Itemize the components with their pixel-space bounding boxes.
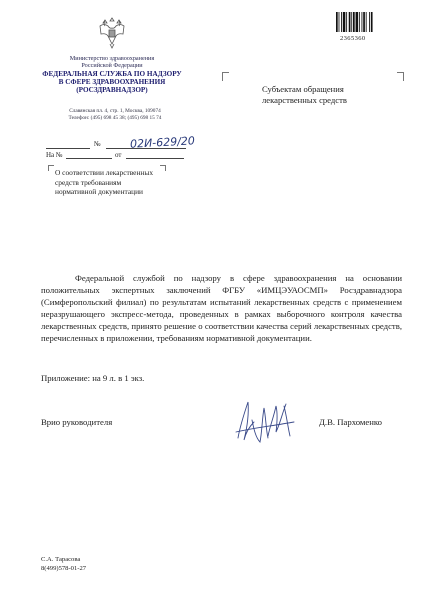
agency-address: Славянская пл. 4, стр. 1, Москва, 109074 Телефон: (495) 698 45 38; (495) 698 15 74 — [68, 108, 162, 122]
barcode-bar — [341, 12, 342, 32]
barcode-bar — [366, 12, 367, 32]
barcode-bar — [351, 12, 352, 32]
letter-body: Федеральной службой по надзору в сфере здравоохранения на основании положительных экспертных заключений ФГБУ «ИМЦЭУАОСМП» Росздравнадзора (Симферопольский филиал) по результатам испытаний лекарственных средств с применением неразрушающего экспресс-метода, проведенных в рамках выборочного контроля качества лекарственных средств, принято решение о соответствии качества серий лекарственных средств, перечисленных в приложении, требованиям нормативной документации. — [41, 273, 402, 344]
barcode-bar — [356, 12, 359, 32]
barcode — [336, 12, 386, 32]
barcode-number: 2365360 — [340, 35, 366, 42]
barcode-bar — [359, 12, 360, 32]
barcode-bar — [362, 12, 363, 32]
executor-phone: 8(499)578-01-27 — [41, 564, 87, 572]
barcode-bar — [339, 12, 340, 32]
ministry-name: Министерство здравоохранения Российской Федерации — [69, 55, 155, 70]
handwritten-signature — [232, 392, 298, 448]
recipient: Субъектам обращения лекарственных средств — [262, 84, 347, 105]
barcode-bar — [346, 12, 347, 32]
barcode-bar — [349, 12, 351, 32]
executor-contact — [41, 556, 86, 573]
executor-name: С.А. Тарасова — [41, 556, 81, 563]
barcode-bar — [353, 12, 355, 32]
subject-corner-left — [48, 165, 54, 171]
barcode-bar — [343, 12, 346, 32]
date-line — [46, 148, 90, 149]
reply-to-label: На № — [46, 151, 63, 159]
letter-subject: О соответствии лекарственных средств требованиям нормативной документации — [55, 168, 154, 197]
handwritten-outgoing-number: 02И-629/20 — [129, 134, 196, 151]
barcode-bar — [336, 12, 338, 32]
appendix-note: Приложение: на 9 л. в 1 экз. — [41, 373, 145, 383]
agency-name: ФЕДЕРАЛЬНАЯ СЛУЖБА ПО НАДЗОРУ В СФЕРЕ ЗДРАВООХРАНЕНИЯ (РОСЗДРАВНАДЗОР) — [42, 70, 182, 95]
coat-of-arms-icon — [96, 14, 128, 50]
barcode-bar — [369, 12, 370, 32]
number-label: № — [94, 140, 101, 148]
recipient-corner-left — [222, 72, 229, 81]
signer-position: Врио руководителя — [41, 417, 113, 427]
barcode-bar — [363, 12, 365, 32]
reply-from-label: от — [115, 151, 122, 159]
reply-date-line — [126, 158, 184, 159]
signer-name: Д.В. Пархоменко — [319, 417, 383, 427]
barcode-bar — [371, 12, 373, 32]
recipient-corner-right — [397, 72, 404, 81]
reply-number-line — [66, 158, 112, 159]
